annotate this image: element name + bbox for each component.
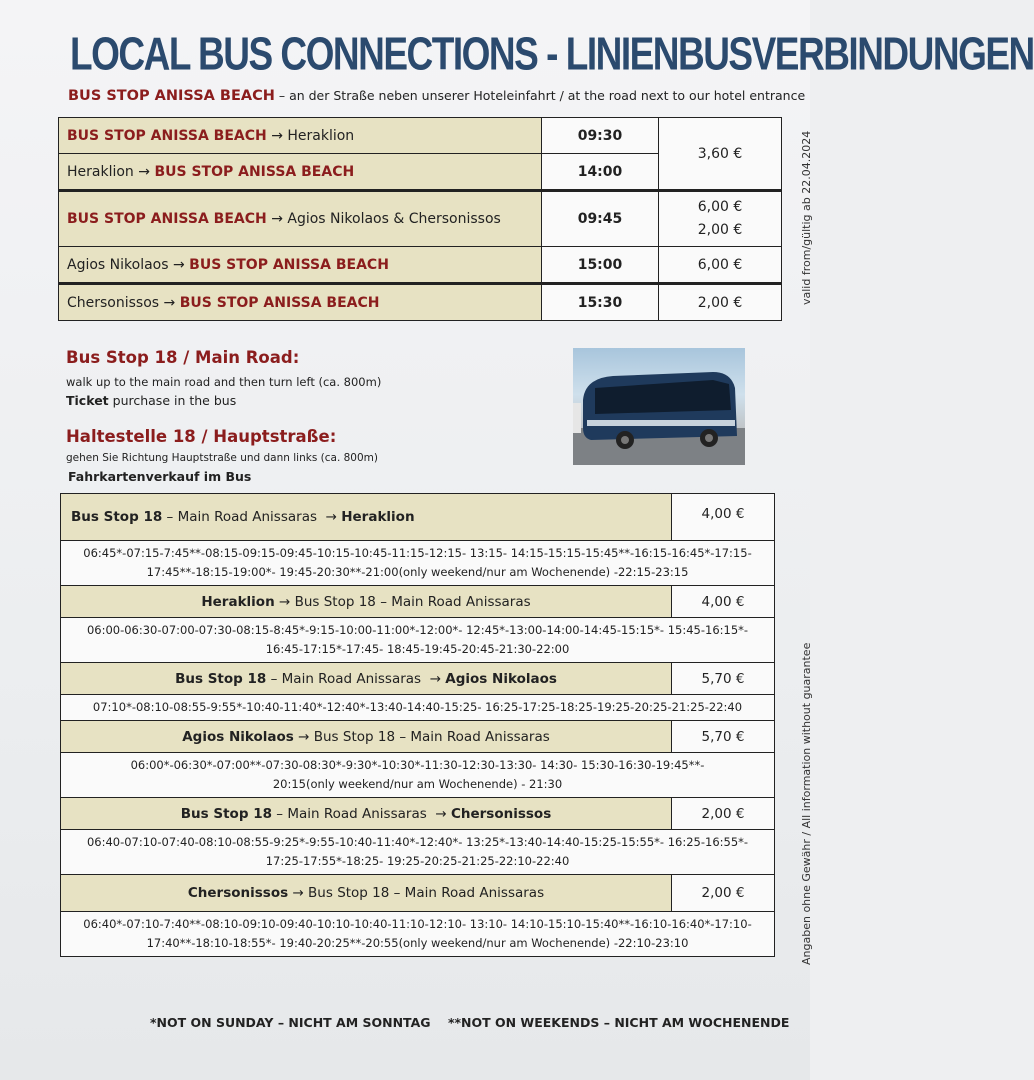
departure-times: 06:00*-06:30*-07:00**-07:30-08:30*-9:30*-10:30*-11:30-12:30-13:30- 14:30- 15:30-16:30-19:45**- 20:15(only weekend/nur am Wochenende) - 21:30 xyxy=(61,753,775,798)
table-row xyxy=(59,247,782,284)
table-row xyxy=(61,663,775,695)
table-row xyxy=(61,695,775,721)
table-row xyxy=(61,586,775,618)
price-cell: 6,00 € 2,00 € xyxy=(659,191,782,247)
anissa-beach-table xyxy=(58,117,782,321)
price-cell: 5,70 € xyxy=(672,663,775,695)
price-cell: 2,00 € xyxy=(672,875,775,912)
price-cell: 6,00 € xyxy=(659,247,782,284)
route-header: Bus Stop 18 – Main Road Anissaras → Chersonissos xyxy=(61,798,672,830)
route-header: Bus Stop 18 – Main Road Anissaras → Agios Nikolaos xyxy=(61,663,672,695)
walk-instructions-en: walk up to the main road and then turn left (ca. 800m) xyxy=(66,375,382,389)
subtitle-stop: BUS STOP ANISSA BEACH xyxy=(68,88,275,104)
departure-times: 06:40*-07:10-7:40**-08:10-09:10-09:40-10:10-10:40-11:10-12:10- 13:10- 14:10-15:10-15:40**-16:10-16:40*-17:10- 17:40**-18:10-18:55*- 19:40-20:25**-20:55(only weekend/nur am Wochenende) -22:10-23:10 xyxy=(61,912,775,957)
time-cell: 09:30 xyxy=(542,118,659,154)
time-cell: 14:00 xyxy=(542,154,659,191)
bus-photo xyxy=(573,348,745,465)
route-cell: BUS STOP ANISSA BEACH → Agios Nikolaos & Chersonissos xyxy=(59,191,542,247)
table-row xyxy=(61,912,775,957)
departure-times: 06:40-07:10-07:40-08:10-08:55-9:25*-9:55-10:40-11:40*-12:40*- 13:25*-13:40-14:40-15:25-15:55*- 16:25-16:55*- 17:25-17:55*-18:25- 19:25-20:25-21:25-22:10-22:40 xyxy=(61,830,775,875)
price-cell: 4,00 € xyxy=(672,494,775,541)
subtitle xyxy=(68,88,805,104)
price-cell: 4,00 € xyxy=(672,586,775,618)
table-row xyxy=(59,118,782,154)
time-cell: 15:00 xyxy=(542,247,659,284)
ticket-note-en: Ticket purchase in the bus xyxy=(66,393,237,408)
departure-times: 06:45*-07:15-7:45**-08:15-09:15-09:45-10:15-10:45-11:15-12:15- 13:15- 14:15-15:15-15:45**-16:15-16:45*-17:15- 17:45**-18:15-19:00*- 19:45-20:30**-21:00(only weekend/nur am Wochenende) -22:15-23:15 xyxy=(61,541,775,586)
valid-from-note: valid from/gültig ab 22.04.2024 xyxy=(800,130,813,305)
route-cell: Heraklion → BUS STOP ANISSA BEACH xyxy=(59,154,542,191)
route-header: Bus Stop 18 – Main Road Anissaras → Heraklion xyxy=(61,494,672,541)
table-row xyxy=(61,753,775,798)
table-row xyxy=(61,875,775,912)
departure-times: 07:10*-08:10-08:55-9:55*-10:40-11:40*-12:40*-13:40-14:40-15:25- 16:25-17:25-18:25-19:25-20:25-21:25-22:40 xyxy=(61,695,775,721)
price-cell: 3,60 € xyxy=(659,118,782,191)
table-row xyxy=(61,494,775,541)
time-cell: 15:30 xyxy=(542,284,659,321)
bus-stop-18-table xyxy=(60,493,775,957)
table-row xyxy=(61,721,775,753)
route-header: Agios Nikolaos → Bus Stop 18 – Main Road Anissaras xyxy=(61,721,672,753)
price-cell: 2,00 € xyxy=(672,798,775,830)
price-cell: 5,70 € xyxy=(672,721,775,753)
table-row xyxy=(61,541,775,586)
departure-times: 06:00-06:30-07:00-07:30-08:15-8:45*-9:15-10:00-11:00*-12:00*- 12:45*-13:00-14:00-14:45-15:15*- 15:45-16:15*- 16:45-17:15*-17:45- 18:45-19:45-20:45-21:30-22:00 xyxy=(61,618,775,663)
haltestelle-18-heading: Haltestelle 18 / Hauptstraße: xyxy=(66,427,337,446)
price-cell: 2,00 € xyxy=(659,284,782,321)
route-header: Heraklion → Bus Stop 18 – Main Road Anissaras xyxy=(61,586,672,618)
table-row xyxy=(61,830,775,875)
route-header: Chersonissos → Bus Stop 18 – Main Road Anissaras xyxy=(61,875,672,912)
ticket-note-de: Fahrkartenverkauf im Bus xyxy=(68,469,252,484)
route-cell: BUS STOP ANISSA BEACH → Heraklion xyxy=(59,118,542,154)
walk-instructions-de: gehen Sie Richtung Hauptstraße und dann links (ca. 800m) xyxy=(66,452,378,464)
time-cell: 09:45 xyxy=(542,191,659,247)
table-row xyxy=(59,284,782,321)
route-cell: Agios Nikolaos → BUS STOP ANISSA BEACH xyxy=(59,247,542,284)
bus-icon xyxy=(573,348,745,465)
bus-stop-18-heading: Bus Stop 18 / Main Road: xyxy=(66,348,300,367)
subtitle-rest: – an der Straße neben unserer Hoteleinfahrt / at the road next to our hotel entrance xyxy=(274,88,806,103)
page-title: LOCAL BUS CONNECTIONS - LINIENBUSVERBINDUNGEN xyxy=(70,28,1034,80)
table-row xyxy=(61,798,775,830)
footnote: *NOT ON SUNDAY – NICHT AM SONNTAG **NOT ON WEEKENDS – NICHT AM WOCHENENDE xyxy=(150,1015,790,1030)
table-row xyxy=(59,191,782,247)
route-cell: Chersonissos → BUS STOP ANISSA BEACH xyxy=(59,284,542,321)
disclaimer-note: Angaben ohne Gewähr / All information without guarantee xyxy=(800,642,813,965)
table-row xyxy=(61,618,775,663)
